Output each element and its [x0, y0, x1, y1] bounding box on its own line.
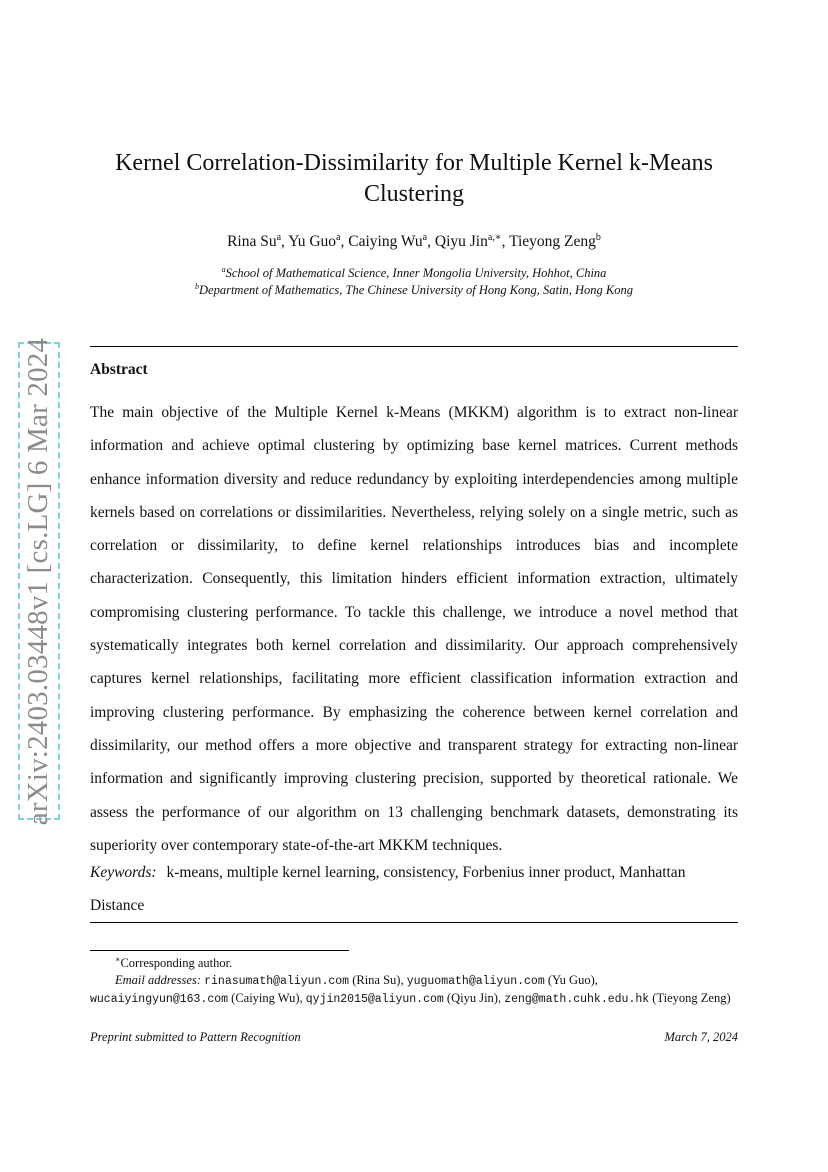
preprint-note: Preprint submitted to Pattern Recognition [90, 1030, 301, 1044]
email-address[interactable]: rinasumath@aliyun.com [204, 975, 350, 988]
author: Tieyong Zeng [509, 233, 596, 250]
title-line-2: Clustering [364, 181, 464, 207]
email-address[interactable]: qyjin2015@aliyun.com [305, 993, 444, 1006]
paper-title [90, 148, 738, 210]
email-owner: (Tieyong Zeng) [652, 991, 731, 1005]
abstract-bottom-rule [90, 922, 738, 923]
footnote [90, 955, 738, 1008]
arxiv-stamp [18, 337, 60, 825]
email-owner: (Qiyu Jin) [446, 991, 498, 1005]
footnote-rule [90, 950, 349, 951]
corresponding-text: Corresponding author. [120, 956, 233, 970]
keywords-label: Keywords: [90, 864, 157, 881]
affiliation [90, 282, 738, 299]
abstract-heading: Abstract [90, 361, 148, 378]
affiliation [90, 265, 738, 282]
author: Yu Guo [288, 233, 337, 250]
keywords-text: k-means, multiple kernel learning, consistency, Forbenius inner product, Manhattan Distance [90, 864, 686, 914]
email-owner: (Yu Guo) [547, 973, 595, 987]
author-mark: b [595, 231, 601, 243]
affiliations [90, 265, 738, 299]
abstract-body: The main objective of the Multiple Kernel k-Means (MKKM) algorithm is to extract non-linear information and achieve optimal clustering by optimizing base kernel matrices. Current methods enhance information diversity and reduce redundancy by exploiting interdependencies among multiple kernels based on correlations or dissimilarities. Nevertheless, relying solely on a single metric, such as correlation or dissimilarity, to define kernel relationships introduces bias and incomplete characterization. Consequently, this limitation hinders efficient information extraction, ultimately compromising clustering performance. To tackle this challenge, we introduce a novel method that systematically integrates both kernel correlation and dissimilarity. Our approach comprehensively captures kernel relationships, facilitating more efficient classification information extraction and improving clustering performance. By emphasizing the coherence between kernel correlation and dissimilarity, our method offers a more objective and transparent strategy for extracting non-linear information and significantly improving clustering precision, supported by theoretical rationale. We assess the performance of our algorithm on 13 challenging benchmark datasets, demonstrating its superiority over contemporary state-of-the-art MKKM techniques. [90, 404, 738, 854]
email-address[interactable]: zeng@math.cuhk.edu.hk [504, 993, 650, 1006]
author-mark: a,∗ [487, 231, 502, 243]
author-list: Rina Su$^a$, Yu Guo$^a$, Caiying Wu$^a$, Qiyu Jin$^{a,∗}$, Tieyong Zeng$^b$ [227, 231, 601, 250]
title-line-1: Kernel Correlation-Dissimilarity for Multiple Kernel k-Means [115, 150, 713, 176]
email-address[interactable]: wucaiyingyun@163.com [90, 993, 229, 1006]
footnote-mark: ∗ [115, 954, 121, 964]
author: Rina Su [227, 233, 277, 250]
email-list: Email addresses: rinasumath@aliyun.com (Rina Su), yuguomath@aliyun.com (Yu Guo), wucaiyingyun@163.com (Caiying Wu), qyjin2015@aliyun.com (Qiyu Jin), zeng@math.cuhk.edu.hk (Tieyong Zeng) [90, 973, 731, 1006]
author-mark: a [276, 231, 282, 243]
preprint-date: March 7, 2024 [664, 1030, 738, 1044]
abstract-top-rule [90, 346, 738, 347]
corresponding-note [90, 955, 738, 972]
keywords [90, 856, 738, 922]
affiliation-text: Department of Mathematics, The Chinese University of Hong Kong, Satin, Hong Kong [199, 283, 633, 297]
arxiv-id: arXiv:2403.03448v1 [cs.LG] 6 Mar 2024 [22, 337, 55, 825]
author-mark: a [422, 231, 428, 243]
affiliation-text: School of Mathematical Science, Inner Mongolia University, Hohhot, China [225, 266, 607, 280]
author: Caiying Wu [348, 233, 423, 250]
email-address[interactable]: yuguomath@aliyun.com [406, 975, 545, 988]
email-owner: (Caiying Wu) [231, 991, 300, 1005]
email-label: Email addresses: [115, 973, 201, 987]
author-mark: a [336, 231, 341, 243]
email-owner: (Rina Su) [352, 973, 401, 987]
author: Qiyu Jin [434, 233, 488, 250]
affiliation-mark: b [195, 281, 199, 291]
affiliation-mark: a [221, 264, 226, 274]
